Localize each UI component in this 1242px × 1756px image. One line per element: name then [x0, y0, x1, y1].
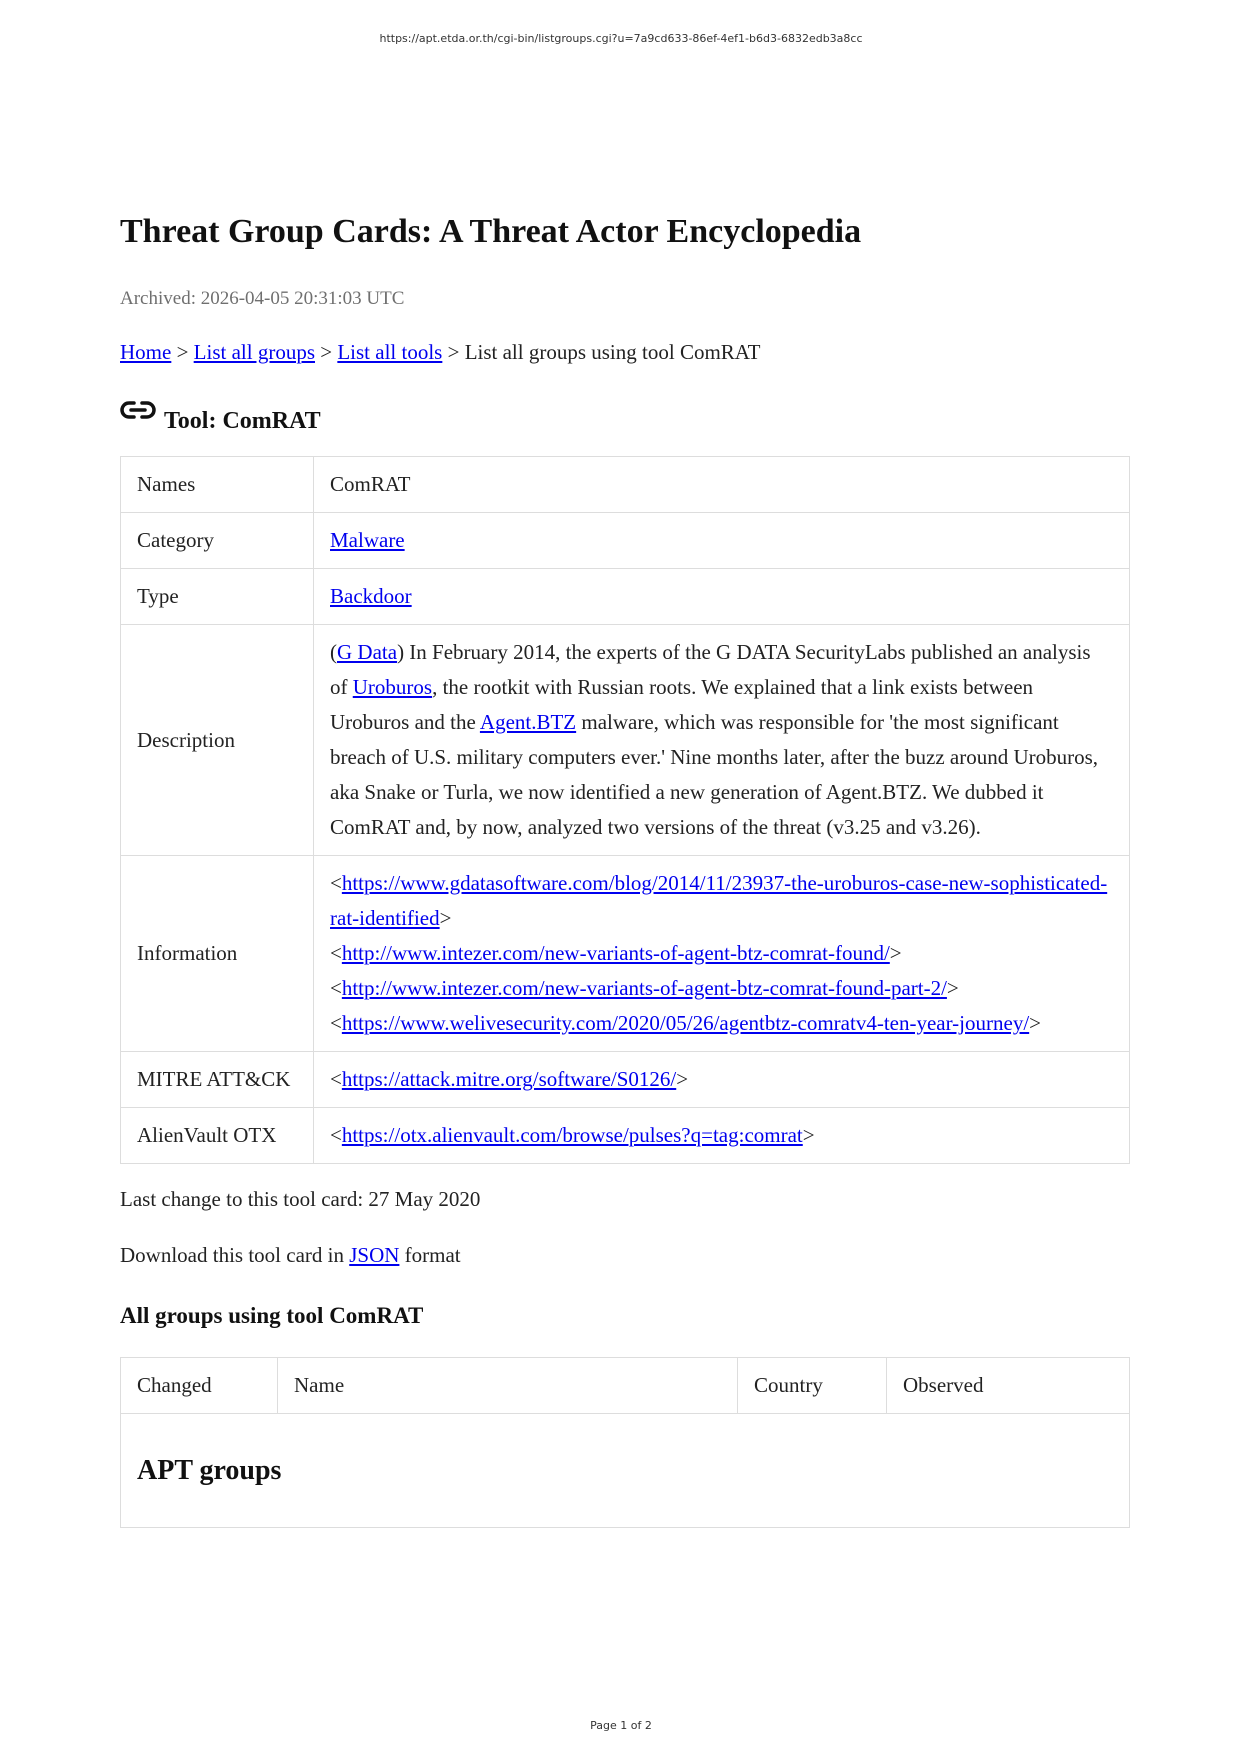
download-text: [120, 1243, 1130, 1273]
table-row: [121, 1052, 1130, 1108]
description-open-paren: (: [330, 640, 337, 664]
breadcrumb-separator: >: [171, 340, 194, 364]
row-label-information: Information: [121, 856, 314, 1052]
apt-groups-cell: [121, 1414, 1130, 1528]
table-row: [121, 625, 1130, 856]
last-change-text: Last change to this tool card: 27 May 2020: [120, 1187, 481, 1211]
page-header-url: https://apt.etda.or.th/cgi-bin/listgroups.cgi?u=7a9cd633-86ef-4ef1-b6d3-6832edb3a8cc: [379, 32, 863, 45]
page-number: Page 1 of 2: [590, 1719, 652, 1732]
row-label-names: Names: [121, 457, 314, 513]
description-text-part: , the rootkit with Russian roots. We explained that a link exists between Uroburos and the: [330, 675, 1034, 734]
description-text: [314, 625, 1130, 856]
breadcrumb-home-link[interactable]: Home: [120, 340, 172, 364]
breadcrumb-list-groups-link[interactable]: List all groups: [193, 340, 315, 364]
tool-title: Tool: ComRAT: [164, 408, 321, 434]
tool-names-value: ComRAT: [314, 457, 1130, 513]
breadcrumb: [120, 340, 1130, 368]
row-label-mitre: MITRE ATT&CK: [121, 1052, 314, 1108]
page-title: Threat Group Cards: A Threat Actor Encyclopedia: [120, 213, 862, 250]
breadcrumb-separator: >: [442, 340, 465, 364]
table-row: [121, 1108, 1130, 1164]
groups-table: [120, 1357, 1130, 1528]
information-link[interactable]: https://www.welivesecurity.com/2020/05/26/agentbtz-comratv4-ten-year-journey/: [341, 1011, 1030, 1035]
table-header-row: [121, 1358, 1130, 1414]
json-download-link[interactable]: JSON: [349, 1243, 400, 1267]
agent-btz-link[interactable]: Agent.BTZ: [479, 710, 577, 734]
information-link[interactable]: https://www.gdatasoftware.com/blog/2014/11/23937-the-uroburos-case-new-sophisticated-rat-identified: [330, 871, 1108, 930]
alienvault-link[interactable]: https://otx.alienvault.com/browse/pulses?q=tag:comrat: [341, 1123, 803, 1147]
breadcrumb-list-tools-link[interactable]: List all tools: [337, 340, 443, 364]
description-text-part: ) In February 2014, the experts of the G DATA SecurityLabs published an analysis of: [330, 640, 1091, 699]
row-label-type: Type: [121, 569, 314, 625]
type-cell: [314, 569, 1130, 625]
main-content: [120, 212, 1130, 1528]
table-row: [121, 856, 1130, 1052]
column-header-changed: Changed: [121, 1358, 278, 1414]
information-link[interactable]: http://www.intezer.com/new-variants-of-agent-btz-comrat-found/: [341, 941, 890, 965]
alienvault-cell: <https://otx.alienvault.com/browse/pulses?q=tag:comrat>: [314, 1108, 1130, 1164]
category-cell: [314, 513, 1130, 569]
apt-groups-heading: APT groups: [137, 1454, 282, 1486]
archived-timestamp: Archived: 2026-04-05 20:31:03 UTC: [120, 288, 405, 309]
information-links: <https://www.gdatasoftware.com/blog/2014/11/23937-the-uroburos-case-new-sophisticated-rat-identified> <http://www.intezer.com/new-variants-of-agent-btz-comrat-found/> <http://www.intezer.com/new-variants-of-agent-btz-comrat-found-part-2/> <https://www.welivesecurity.com/2020/05/26/agentbtz-comratv4-ten-year-journey/>: [314, 856, 1130, 1052]
row-label-alienvault: AlienVault OTX: [121, 1108, 314, 1164]
groups-heading: All groups using tool ComRAT: [120, 1303, 424, 1328]
column-header-country: Country: [738, 1358, 887, 1414]
link-icon[interactable]: [120, 398, 156, 422]
uroburos-link[interactable]: Uroburos: [352, 675, 433, 699]
download-prefix: Download this tool card in: [120, 1243, 350, 1267]
table-row: [121, 569, 1130, 625]
breadcrumb-current: List all groups using tool ComRAT: [464, 340, 761, 364]
column-header-name: Name: [278, 1358, 738, 1414]
download-suffix: format: [399, 1243, 461, 1267]
table-row: [121, 1414, 1130, 1528]
breadcrumb-separator: >: [315, 340, 338, 364]
table-row: [121, 513, 1130, 569]
tool-info-table: [120, 456, 1130, 1164]
tool-heading: [120, 400, 1130, 434]
table-row: [121, 457, 1130, 513]
mitre-cell: <https://attack.mitre.org/software/S0126/>: [314, 1052, 1130, 1108]
source-gdata-link[interactable]: G Data: [337, 640, 398, 664]
mitre-link[interactable]: https://attack.mitre.org/software/S0126/: [341, 1067, 677, 1091]
information-link[interactable]: http://www.intezer.com/new-variants-of-agent-btz-comrat-found-part-2/: [341, 976, 947, 1000]
row-label-description: Description: [121, 625, 314, 856]
description-text-part: malware, which was responsible for 'the most significant breach of U.S. military computers ever.' Nine months later, after the buzz around Uroburos, aka Snake or Turla, we now identified a new generation of Agent.BTZ. We dubbed it ComRAT and, by now, analyzed two versions of the threat (v3.25 and v3.26).: [330, 710, 1099, 839]
type-backdoor-link[interactable]: Backdoor: [330, 584, 412, 608]
category-malware-link[interactable]: Malware: [330, 528, 405, 552]
column-header-observed: Observed: [887, 1358, 1130, 1414]
row-label-category: Category: [121, 513, 314, 569]
